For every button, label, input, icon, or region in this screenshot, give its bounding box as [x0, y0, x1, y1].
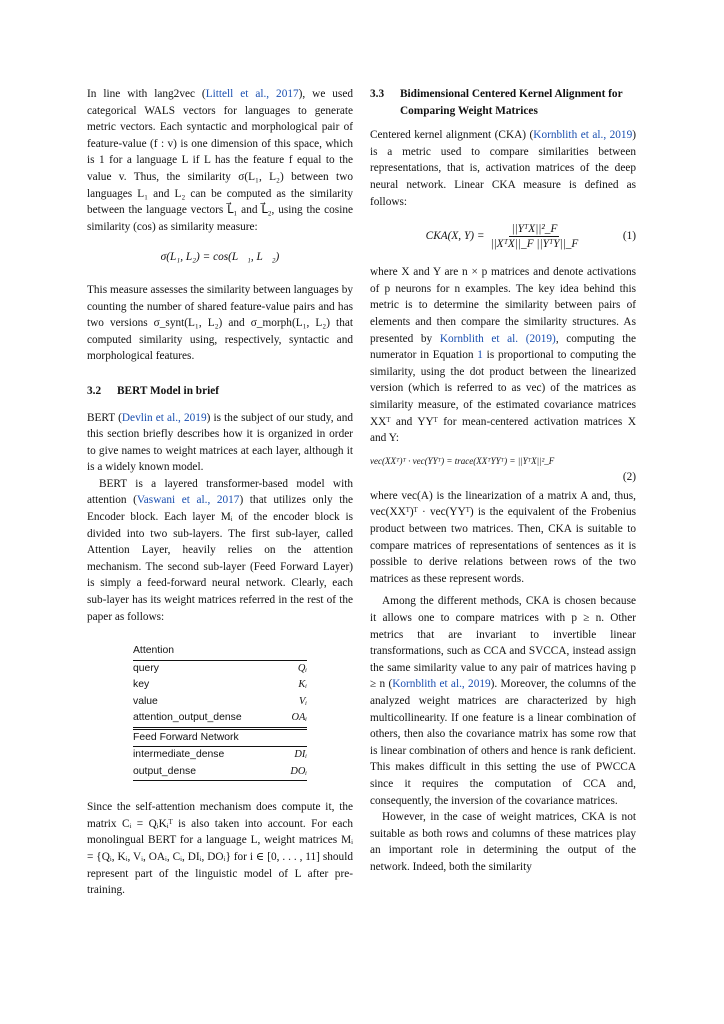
left-column: [87, 86, 353, 899]
citation-devlin[interactable]: Devlin et al., 2019: [121, 411, 207, 424]
equation-number: (2): [622, 471, 636, 484]
citation-kornblith[interactable]: Kornblith et al. (2019): [439, 332, 556, 345]
citation-vaswani[interactable]: Vaswani et al., 2017: [136, 494, 240, 507]
equation-2-vec: vec(XXᵀ)ᵀ · vec(YYᵀ) = trace(XXᵀYYᵀ) = ||YᵀX||²_F (2): [370, 453, 636, 486]
weight-matrix-table: [133, 643, 307, 781]
table-row: attention_output_dense OAᵢ: [133, 712, 307, 724]
section-heading-3-3: [370, 86, 636, 119]
paragraph-weight-matrices: However, in the case of weight matrices, CKA is not suitable as both rows and columns of these matrices play an important role in determining the output of the network. Indeed, both the similarity: [370, 811, 636, 873]
section-title: Bidimensional Centered Kernel Alignment for Comparing Weight Matrices: [400, 88, 623, 117]
table-row: output_dense DOᵢ: [133, 764, 307, 781]
equation-fraction: $\frac{\text{||YᵀX||²\_F}}{\text{||XᵀX||\_F ||YᵀY||\_F}}$: [490, 222, 579, 250]
section-heading-3-2: [87, 383, 353, 400]
table-row: value Vᵢ: [133, 695, 307, 707]
equation-sigma: σ(L₁, L₂) = cos(L⃗₁, L⃗₂): [160, 251, 280, 264]
section-number: 3.2: [87, 384, 102, 397]
equation-reference-link[interactable]: 1: [477, 349, 483, 362]
paragraph-bert-layers: BERT is a layered transformer-based model with attention (Vaswani et al., 2017) that utilizes only the Encoder block. Each layer Mᵢ of the encoder block is divided into two sub-layers. The first sub-layer, called Attention Layer, heavily relies on the attention mechanism. The second sub-layer (Feed Forward Layer) is simply a feed-forward neural network. Clearly, each sub-layer has its weight matrices referred in the rest of the paper as follows:: [87, 477, 353, 623]
paragraph-cka-intro: Centered kernel alignment (CKA) (Kornblith et al., 2019) is a metric used to compare similarities between representations, that is, activation matrices of the deep neural network. Linear CKA measure is defined as follows:: [370, 129, 636, 208]
table-group-header: Feed Forward Network: [133, 728, 307, 747]
paragraph-cka-choice: Among the different methods, CKA is chosen because it allows one to compare matrices with p ≥ n. Other metrics that are invariant to invertible linear transformations, such as CCA and SVCCA, instead assign the same similarity value to any pair of matrices having p ≥ n (Kornblith et al., 2019). Moreover, the columns of the analyzed weight matrices are characterized by high multicollinearity. If one feature is a linear combination of others, then also the covariance matrix has some row that is linear combination of others and hence is rank deficient. This makes difficult in this setting the use of PWCCA since it requires the computation of CCA and, consequently, the inversion of the covariance matrices.: [370, 595, 637, 807]
table-row: key Kᵢ: [133, 679, 307, 691]
equation-number: (1): [622, 229, 636, 242]
citation-kornblith[interactable]: Kornblith et al., 2019: [533, 129, 633, 142]
table-group-header: Attention: [133, 643, 307, 660]
paragraph-self-attention: Since the self-attention mechanism does compute it, the matrix Cᵢ = QᵢKᵢᵀ is also taken into account. For each monolingual BERT for a language L, weight matrices Mᵢ = {Qᵢ, Kᵢ, Vᵢ, OAᵢ, Cᵢ, DIᵢ, DOᵢ} for i ∈ [0, . . . , 11] should represent part of the linguistic model of L after pre-training.: [87, 801, 353, 897]
section-number: 3.3: [370, 88, 385, 100]
paragraph-lang2vec: In line with lang2vec (Littell et al., 2017), we used categorical WALS vectors for languages to generate metric vectors. Each syntactic and morphological pair of feature-value (f : v) is one dimension of this space, which is 1 for a language L if L has the feature f equal to the value v. Thus, the similarity σ(L₁, L₂) between two languages L₁ and L₂ can be computed as the similarity between the language vectors L⃗₁ and L⃗₂, using the cosine similarity (cos) as similarity measure:: [87, 88, 353, 233]
paragraph-cka-where: where X and Y are n × p matrices and denote activations of p neurons for n examples. The key idea behind this metric is to determine the similarity between pairs of elements and then compare the similarity structures. As presented by Kornblith et al. (2019), computing the numerator in Equation 1 is proportional to computing the similarity, using the dot product between the linearized version (which is referred to as vec) of the matrices as similarity measure, of the estimated covariance matrices XXᵀ and YYᵀ for mean-centered activation matrices X and Y:: [370, 266, 636, 445]
equation-1-cka: CKA(X, Y) = $\frac{\text{||YᵀX||²\_F}}{\text{||XᵀX||\_F ||YᵀY||\_F}}$ (1): [425, 222, 636, 250]
right-column: [370, 86, 636, 876]
citation-littell[interactable]: Littell et al., 2017: [205, 88, 299, 100]
table-row: query Qᵢ: [133, 662, 307, 674]
section-title: BERT Model in brief: [117, 384, 220, 397]
paragraph-similarity-measure: This measure assesses the similarity between languages by counting the number of shared feature-value pairs and has two versions σ_synt(L₁, L₂) and σ_morph(L₁, L₂) that computed similarity using, respectively, syntactic and morphological features.: [87, 283, 353, 363]
paragraph-vec-definition: where vec(A) is the linearization of a matrix A and, thus, vec(XXᵀ)ᵀ · vec(YYᵀ) is the equivalent of the Frobenius product between two matrices. Then, CKA is suitable to compare matrices of representations of sentences as it is possible to derive relations between rows of the two matrices as these represent words.: [370, 489, 636, 585]
citation-kornblith[interactable]: Kornblith et al., 2019: [392, 678, 491, 691]
paragraph-bert-intro: BERT (Devlin et al., 2019) is the subject of our study, and this section briefly describes how it is organized in order to give names to weight matrices at each layer, although it is a widely known model.: [87, 411, 353, 474]
table-row: intermediate_dense DIᵢ: [133, 749, 307, 761]
